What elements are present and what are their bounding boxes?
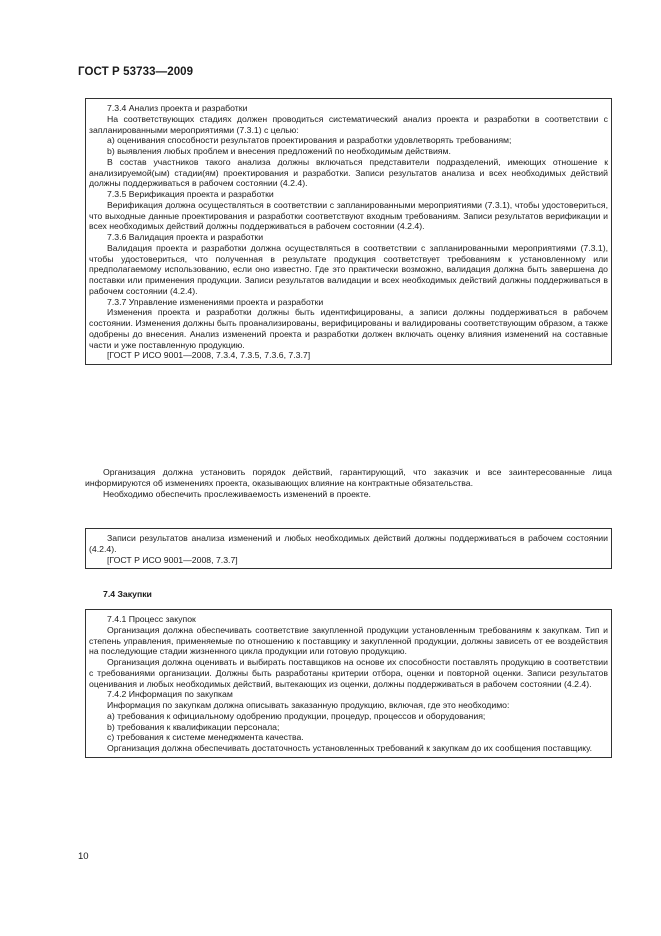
paragraph: Валидация проекта и разработки должна осуществляться в соответствии с запланированными мероприятиями (7.3.1), чтобы удостовериться, что полученная в результате продукция соответствует требованиям к установленному или предполагаемому использованию, если оно известно. Где это практически возможно, валидация должна быть завершена до поставки или применения продукции. Записи результатов валидации и всех необходимых действий должны поддерживаться в рабочем состоянии (4.2.4). [89,242,608,296]
reference: [ГОСТ Р ИСО 9001—2008, 7.3.4, 7.3.5, 7.3.6, 7.3.7] [107,350,311,361]
paragraph: Необходимо обеспечить прослеживаемость изменений в проекте. [103,488,371,499]
paragraph: Верификация должна осуществляться в соответствии с запланированными мероприятиями (7.3.1), чтобы удостовериться, что выходные данные проектирования и разработки соответствуют входным требованиям. Записи результатов верификации и всех необходимых действий должны поддерживаться в рабочем состоянии (4.2.4). [89,199,608,232]
list-item: c) требования к системе менеджмента качества. [107,732,304,743]
paragraph: Организация должна установить порядок действий, гарантирующий, что заказчик и все заинтересованные лица информируются об изменениях проекта, оказывающих влияние на контрактные обязательства. [85,467,612,488]
paragraph: Организация должна обеспечивать достаточность установленных требований к закупкам до их сообщения поставщику. [107,743,593,753]
paragraph: Записи результатов анализа изменений и любых необходимых действий должны поддерживаться в рабочем состоянии (4.2.4). [89,533,608,554]
quote-box-7-3 [85,98,612,365]
paragraph: В состав участников такого анализа должны включаться представители подразделений, имеющих отношение к анализируемой(ым) стадии(ям) проектирования и разработки. Записи результатов анализа и всех необходимых действий должны поддерживаться в рабочем состоянии (4.2.4). [89,156,608,189]
paragraph: Организация должна оценивать и выбирать поставщиков на основе их способности поставлять продукцию в соответствии с требованиями организации. Должны быть разработаны критерии отбора, оценки и повторной оценки. Записи результатов оценивания и любых необходимых действий, вытекающих из оценки, должны поддерживаться в рабочем состоянии (4.2.4). [89,657,608,689]
paragraph: Организация должна обеспечивать соответствие закупленной продукции установленным требованиям к закупкам. Тип и степень управления, применяемые по отношению к поставщику и закупленной продукции, должны зависеть от ее воздействия на последующие стадии жизненного цикла продукции или готовую продукцию. [89,624,608,657]
body-text [85,467,612,499]
page-number: 10 [78,851,89,862]
list-item: b) требования к квалификации персонала; [107,721,280,732]
list-item: a) оценивания способности результатов проектирования и разработки удовлетворять требованиям; [107,135,512,146]
section-heading: 7.4 Закупки [103,589,152,599]
clause-heading: 7.3.7 Управление изменениями проекта и разработки [107,296,324,307]
document-header: ГОСТ Р 53733—2009 [78,66,194,78]
clause-heading: 7.3.4 Анализ проекта и разработки [107,103,248,113]
list-item: b) выявления любых проблем и внесения предложений по необходимым действиям. [107,146,451,156]
paragraph: На соответствующих стадиях должен проводиться систематический анализ проекта и разработки в соответствии с запланированными мероприятиями (7.3.1) с целью: [89,113,608,135]
quote-box-records [85,528,612,569]
clause-heading: 7.3.5 Верификация проекта и разработки [107,189,274,199]
quote-box-7-4 [85,609,612,758]
list-item: a) требования к официальному одобрению продукции, процедур, процессов и оборудования; [107,710,486,721]
section-heading-block [85,589,612,600]
clause-heading: 7.4.2 Информация по закупкам [107,689,233,700]
paragraph: Информация по закупкам должна описывать заказанную продукцию, включая, где это необходимо: [107,700,510,710]
reference: [ГОСТ Р ИСО 9001—2008, 7.3.7] [107,554,238,565]
paragraph: Изменения проекта и разработки должны быть идентифицированы, а записи должны поддерживаться в рабочем состоянии. Изменения должны быть проанализированы, верифицированы и валидированы соответствующим образом, а также одобрены до внесения. Анализ изменений проекта и разработки должен включать оценку влияния изменений на составные части и уже поставленную продукцию. [89,307,608,350]
clause-heading: 7.4.1 Процесс закупок [107,614,196,624]
clause-heading: 7.3.6 Валидация проекта и разработки [107,232,264,242]
